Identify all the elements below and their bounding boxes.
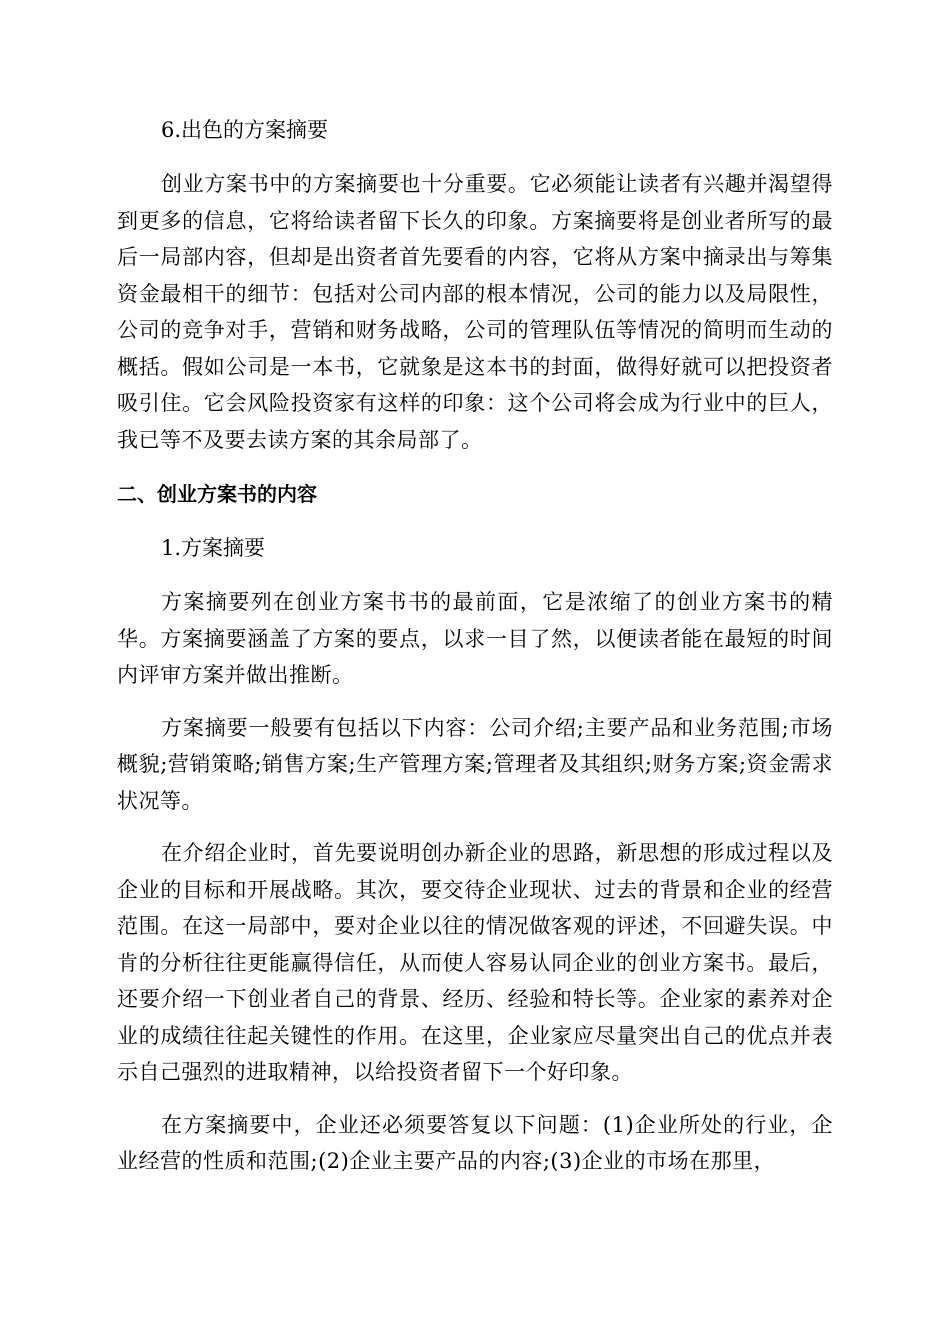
spacer: [117, 694, 833, 710]
paragraph-company-intro: 在介绍企业时，首先要说明创办新企业的思路，新思想的形成过程以及企业的目标和开展战略。其次，要交待企业现状、过去的背景和企业的经营范围。在这一局部中，要对企业以往的情况做客观的评述，不回避失误。中肯的分析往往更能赢得信任，从而使人容易认同企业的创业方案书。最后，还要介绍一下创业者自己的背景、经历、经验和特长等。企业家的素养对企业的成绩往往起关键性的作用。在这里，企业家应尽量突出自己的优点并表示自己强烈的进取精神，以给投资者留下一个好印象。: [117, 841, 833, 1084]
spacer: [117, 458, 833, 476]
item-heading-6: 6.出色的方案摘要: [161, 118, 329, 142]
spacer: [117, 148, 833, 166]
spacer: [117, 512, 833, 530]
paragraph-summary-importance: 创业方案书中的方案摘要也十分重要。它必须能让读者有兴趣并渴望得到更多的信息，它将给读者留下长久的印象。方案摘要将是创业者所写的最后一局部内容，但却是出资者首先要看的内容，它将从方案中摘录出与筹集资金最相干的细节：包括对公司内部的根本情况，公司的能力以及局限性，公司的竞争对手，营销和财务战略，公司的管理队伍等情况的简明而生动的概括。假如公司是一本书，它就象是这本书的封面，做得好就可以把投资者吸引住。它会风险投资家有这样的印象：这个公司将会成为行业中的巨人，我已等不及要去读方案的其余局部了。: [117, 172, 833, 452]
paragraph-summary-contents: 方案摘要一般要有包括以下内容：公司介绍;主要产品和业务范围;市场概貌;营销策略;销售方案;生产管理方案;管理者及其组织;财务方案;资金需求状况等。: [117, 715, 833, 813]
spacer: [117, 1091, 833, 1107]
section-heading-contents: 二、创业方案书的内容: [117, 482, 317, 506]
spacer: [117, 566, 833, 584]
paragraph-questions: 在方案摘要中，企业还必须要答复以下问题：(1)企业所处的行业，企业经营的性质和范围;(2)企业主要产品的内容;(3)企业的市场在那里，: [117, 1112, 833, 1173]
paragraph-summary-position: 方案摘要列在创业方案书书的最前面，它是浓缩了的创业方案书的精华。方案摘要涵盖了方案的要点，以求一目了然，以便读者能在最短的时间内评审方案并做出推断。: [117, 590, 833, 687]
document-body: [117, 112, 833, 1180]
spacer: [117, 819, 833, 835]
item-heading-1: 1.方案摘要: [161, 536, 266, 560]
